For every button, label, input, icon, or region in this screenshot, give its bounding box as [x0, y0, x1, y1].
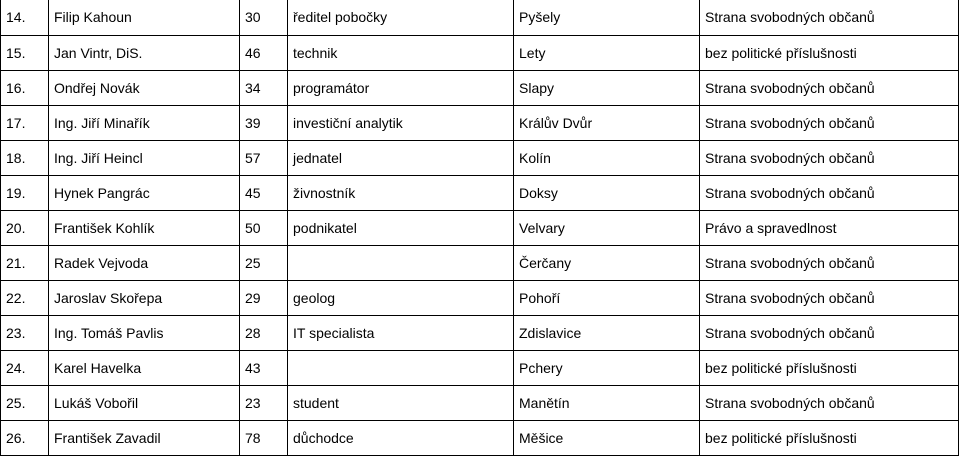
candidate-residence-cell: Pyšely [514, 0, 700, 35]
candidate-affiliation-cell: bez politické příslušnosti [700, 350, 959, 385]
candidate-residence-cell: Pohoří [514, 280, 700, 315]
candidate-occupation-cell [288, 245, 514, 280]
row-number-cell: 17. [1, 105, 49, 140]
row-number-cell: 22. [1, 280, 49, 315]
candidate-age-cell: 46 [240, 35, 288, 70]
candidate-occupation-cell: jednatel [288, 140, 514, 175]
candidate-age-cell: 34 [240, 70, 288, 105]
candidate-residence-cell: Slapy [514, 70, 700, 105]
table-row [1, 385, 959, 420]
candidate-residence-cell: Lety [514, 35, 700, 70]
candidate-name-cell: Ing. Tomáš Pavlis [49, 315, 240, 350]
candidate-affiliation-cell: bez politické příslušnosti [700, 420, 959, 455]
candidate-affiliation-cell: Strana svobodných občanů [700, 315, 959, 350]
candidate-occupation-cell: ředitel pobočky [288, 0, 514, 35]
candidate-age-cell: 29 [240, 280, 288, 315]
candidate-age-cell: 50 [240, 210, 288, 245]
table-row [1, 105, 959, 140]
candidate-residence-cell: Velvary [514, 210, 700, 245]
candidate-affiliation-cell: Strana svobodných občanů [700, 140, 959, 175]
candidate-affiliation-cell: Strana svobodných občanů [700, 105, 959, 140]
candidate-affiliation-cell: bez politické příslušnosti [700, 35, 959, 70]
candidate-affiliation-cell: Strana svobodných občanů [700, 245, 959, 280]
candidate-age-cell: 43 [240, 350, 288, 385]
candidate-age-cell: 45 [240, 175, 288, 210]
candidate-occupation-cell: podnikatel [288, 210, 514, 245]
candidate-age-cell: 57 [240, 140, 288, 175]
candidate-name-cell: Ing. Jiří Minařík [49, 105, 240, 140]
candidate-occupation-cell: investiční analytik [288, 105, 514, 140]
candidate-name-cell: Karel Havelka [49, 350, 240, 385]
candidate-occupation-cell: živnostník [288, 175, 514, 210]
row-number-cell: 23. [1, 315, 49, 350]
candidate-occupation-cell: důchodce [288, 420, 514, 455]
candidate-name-cell: Jaroslav Skořepa [49, 280, 240, 315]
candidate-occupation-cell: programátor [288, 70, 514, 105]
row-number-cell: 25. [1, 385, 49, 420]
candidate-name-cell: Ing. Jiří Heincl [49, 140, 240, 175]
candidate-age-cell: 23 [240, 385, 288, 420]
candidate-name-cell: Filip Kahoun [49, 0, 240, 35]
candidate-age-cell: 30 [240, 0, 288, 35]
candidate-name-cell: Jan Vintr, DiS. [49, 35, 240, 70]
candidate-residence-cell: Pchery [514, 350, 700, 385]
candidate-name-cell: František Kohlík [49, 210, 240, 245]
table-row [1, 0, 959, 35]
candidate-residence-cell: Čerčany [514, 245, 700, 280]
candidate-name-cell: Ondřej Novák [49, 70, 240, 105]
table-row [1, 280, 959, 315]
table-row [1, 175, 959, 210]
row-number-cell: 19. [1, 175, 49, 210]
candidate-residence-cell: Kolín [514, 140, 700, 175]
candidate-age-cell: 78 [240, 420, 288, 455]
candidate-residence-cell: Doksy [514, 175, 700, 210]
candidate-residence-cell: Zdislavice [514, 315, 700, 350]
candidate-residence-cell: Králův Dvůr [514, 105, 700, 140]
candidate-residence-cell: Manětín [514, 385, 700, 420]
candidate-affiliation-cell: Strana svobodných občanů [700, 280, 959, 315]
row-number-cell: 15. [1, 35, 49, 70]
candidate-table-body [1, 0, 959, 455]
candidate-affiliation-cell: Strana svobodných občanů [700, 0, 959, 35]
candidate-occupation-cell: IT specialista [288, 315, 514, 350]
table-row [1, 140, 959, 175]
candidate-occupation-cell: geolog [288, 280, 514, 315]
candidate-affiliation-cell: Strana svobodných občanů [700, 175, 959, 210]
row-number-cell: 20. [1, 210, 49, 245]
candidate-age-cell: 39 [240, 105, 288, 140]
table-row [1, 245, 959, 280]
candidate-affiliation-cell: Právo a spravedlnost [700, 210, 959, 245]
table-row [1, 210, 959, 245]
candidate-name-cell: Radek Vejvoda [49, 245, 240, 280]
table-row [1, 350, 959, 385]
table-row [1, 315, 959, 350]
table-row [1, 35, 959, 70]
table-row [1, 70, 959, 105]
row-number-cell: 18. [1, 140, 49, 175]
candidate-occupation-cell [288, 350, 514, 385]
row-number-cell: 14. [1, 0, 49, 35]
candidate-age-cell: 25 [240, 245, 288, 280]
candidate-affiliation-cell: Strana svobodných občanů [700, 70, 959, 105]
row-number-cell: 21. [1, 245, 49, 280]
row-number-cell: 24. [1, 350, 49, 385]
candidate-occupation-cell: technik [288, 35, 514, 70]
candidate-name-cell: František Zavadil [49, 420, 240, 455]
candidate-name-cell: Lukáš Vobořil [49, 385, 240, 420]
candidate-name-cell: Hynek Pangrác [49, 175, 240, 210]
row-number-cell: 16. [1, 70, 49, 105]
candidate-age-cell: 28 [240, 315, 288, 350]
candidate-affiliation-cell: Strana svobodných občanů [700, 385, 959, 420]
candidate-occupation-cell: student [288, 385, 514, 420]
table-row [1, 420, 959, 455]
candidate-residence-cell: Měšice [514, 420, 700, 455]
row-number-cell: 26. [1, 420, 49, 455]
